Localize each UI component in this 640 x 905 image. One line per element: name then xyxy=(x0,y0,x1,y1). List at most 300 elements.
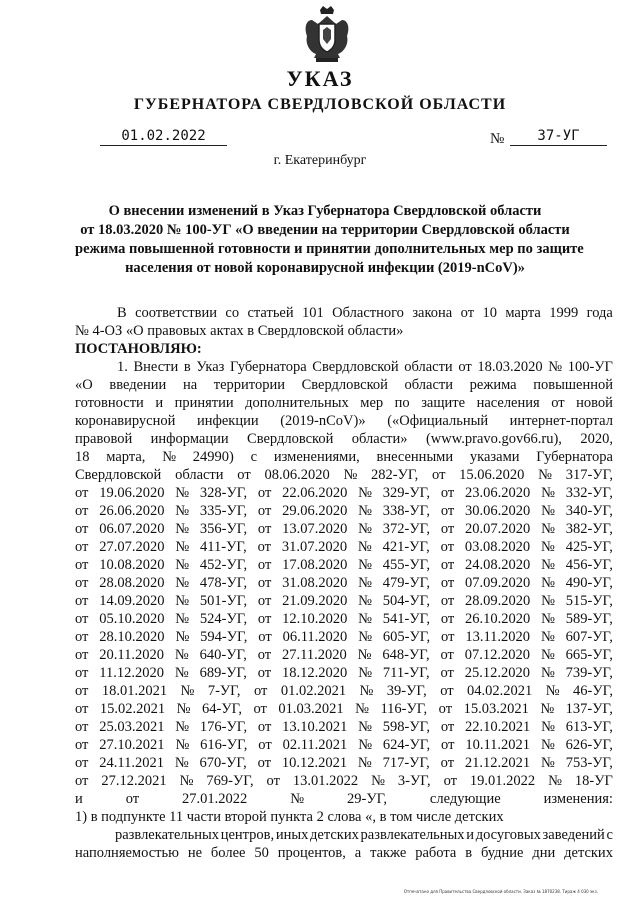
body-word: 425-УГ, xyxy=(565,539,613,555)
body-word: 28.08.2020 xyxy=(99,575,165,591)
body-word: от xyxy=(460,305,475,321)
body-word: 689-УГ, xyxy=(199,665,247,681)
body-word: от xyxy=(257,719,272,735)
body-word: повышенной xyxy=(533,377,613,393)
body-word: статьей xyxy=(247,305,294,321)
body-word: № xyxy=(180,683,195,699)
body-word: «О xyxy=(75,377,93,393)
body-word: 21.12.2021 xyxy=(464,755,531,771)
body-word: № xyxy=(358,575,372,591)
body-word: 27.12.2021 xyxy=(101,773,167,789)
body-word: № xyxy=(358,629,373,645)
body-word: от xyxy=(258,629,272,645)
body-line xyxy=(75,664,613,682)
body-word: 769-УГ, xyxy=(206,773,254,789)
body-word: № xyxy=(162,449,177,465)
body-word: от xyxy=(257,521,272,537)
body-word: внесенными xyxy=(376,449,454,465)
body-word: от xyxy=(432,467,446,483)
body-word: а xyxy=(354,845,362,861)
body-word: 25.03.2021 xyxy=(99,719,165,735)
body-line xyxy=(75,520,613,538)
body-word: № xyxy=(371,773,385,789)
body-word: 18 xyxy=(75,449,90,465)
body-word: 594-УГ, xyxy=(200,629,248,645)
body-word: 626-УГ, xyxy=(565,737,613,753)
body-word: 29.06.2020 xyxy=(282,503,348,519)
body-word: № xyxy=(355,701,369,717)
body-word: территории xyxy=(213,377,285,393)
body-line xyxy=(75,700,613,718)
body-word: коронавирусной xyxy=(75,413,176,429)
body-word: от xyxy=(440,593,455,609)
body-word: от xyxy=(257,575,272,591)
body-word: 382-УГ, xyxy=(565,521,613,537)
body-word: правовой xyxy=(75,431,133,447)
body-word: (2019-nCoV)» xyxy=(280,413,366,429)
body-word: № xyxy=(541,503,555,519)
body-word: населения xyxy=(476,395,540,411)
body-word: № xyxy=(540,701,555,717)
body-word: № xyxy=(174,755,189,771)
body-word: с xyxy=(606,827,613,843)
body-word: от xyxy=(440,575,455,591)
body-word: 04.02.2021 xyxy=(467,683,533,699)
body-word: № xyxy=(538,467,553,483)
body-word: от xyxy=(257,485,272,501)
body-word: № xyxy=(357,647,372,663)
body-word: № xyxy=(545,683,560,699)
body-line xyxy=(75,790,613,808)
body-word: 101 xyxy=(302,305,324,321)
body-word: № xyxy=(179,773,194,789)
body-word: № xyxy=(541,575,555,591)
body-line xyxy=(75,682,613,700)
body-line xyxy=(75,646,613,664)
body-word: 624-УГ, xyxy=(382,737,431,753)
body-word: 50 xyxy=(254,845,269,861)
title-line: О внесении изменений в Указ Губернатора Свердловской области xyxy=(108,203,542,219)
body-word: 598-УГ, xyxy=(382,719,431,735)
resolution-keyword xyxy=(75,340,613,358)
body-word: № xyxy=(541,611,555,627)
body-word: 13.01.2022 xyxy=(292,773,359,789)
body-word: 640-УГ, xyxy=(199,647,247,663)
body-word: 456-УГ, xyxy=(565,557,613,573)
body-word: 27.07.2020 xyxy=(99,539,165,555)
title-line: от 18.03.2020 № 100-УГ «О введении на территории Свердловской области xyxy=(80,222,570,238)
body-line xyxy=(75,736,613,754)
body-line xyxy=(75,556,613,574)
body-word: 31.07.2020 xyxy=(281,539,348,555)
body-word: 11.12.2020 xyxy=(99,665,165,681)
body-word: не xyxy=(187,845,203,861)
body-word: 100-УГ xyxy=(567,359,613,375)
body-word: от xyxy=(75,503,89,519)
body-word: 282-УГ, xyxy=(371,467,419,483)
body-line xyxy=(75,538,613,556)
body-word: указами xyxy=(469,449,520,465)
body-word: 332-УГ, xyxy=(565,485,613,501)
body-word: 64-УГ, xyxy=(202,701,242,717)
document-title xyxy=(75,202,584,278)
body-word: также xyxy=(370,845,407,861)
body-word: от xyxy=(75,701,89,717)
body-word: от xyxy=(75,629,89,645)
body-word: 02.11.2021 xyxy=(282,737,348,753)
body-word: 22.10.2021 xyxy=(465,719,531,735)
body-word: 479-УГ, xyxy=(382,575,431,591)
body-word: инфекции xyxy=(196,413,259,429)
body-word: 01.03.2021 xyxy=(278,701,344,717)
body-word: от xyxy=(75,755,89,771)
body-word: Указ xyxy=(196,359,225,375)
body-word: и xyxy=(155,395,164,411)
body-word: от xyxy=(443,773,457,789)
body-word: 06.11.2020 xyxy=(282,629,348,645)
body-word: от xyxy=(440,719,455,735)
body-word: от xyxy=(257,539,271,555)
body-word: будние xyxy=(480,845,524,861)
body-word: 19.01.2022 xyxy=(469,773,536,789)
decree-date: 01.02.2022 xyxy=(100,128,227,146)
body-word: от xyxy=(75,539,89,555)
body-word: № xyxy=(541,521,555,537)
body-word: № xyxy=(358,521,372,537)
body-line xyxy=(75,322,613,340)
body-word: Губернатора xyxy=(536,449,613,465)
body-word: Свердловской xyxy=(247,431,334,447)
body-word: от xyxy=(125,791,140,807)
body-word: 24.11.2021 xyxy=(99,755,164,771)
print-footer: Отпечатано для Правительства Свердловской области. Заказ № 1870238. Тираж 4 030 экз. xyxy=(403,889,598,894)
body-word: от xyxy=(440,539,455,555)
body-word: № xyxy=(175,557,190,573)
body-word: № xyxy=(175,737,190,753)
body-word: № xyxy=(175,485,190,501)
body-word: 753-УГ, xyxy=(565,755,613,771)
number-sign: № xyxy=(490,131,505,147)
body-word: 421-УГ, xyxy=(382,539,430,555)
body-word: 21.09.2020 xyxy=(282,593,348,609)
body-line xyxy=(75,772,613,790)
body-word: 39-УГ, xyxy=(386,683,427,699)
body-line xyxy=(75,466,613,484)
body-word: 08.06.2020 xyxy=(264,467,330,483)
body-word: 27.11.2020 xyxy=(282,647,347,663)
body-word: 25.12.2020 xyxy=(464,665,531,681)
body-word: от xyxy=(441,629,455,645)
body-word: 2020, xyxy=(580,431,613,447)
body-word: 26.06.2020 xyxy=(99,503,165,519)
body-word: 1. xyxy=(117,359,128,375)
body-word: 46-УГ, xyxy=(573,683,613,699)
body-line xyxy=(75,484,613,502)
body-line xyxy=(75,628,613,646)
body-line xyxy=(75,448,613,466)
body-word: досуговых xyxy=(475,827,541,843)
body-word: 10.11.2021 xyxy=(465,737,531,753)
body-word: 176-УГ, xyxy=(199,719,248,735)
body-word: 18.01.2021 xyxy=(101,683,168,699)
body-word: от xyxy=(440,647,454,663)
body-word: от xyxy=(75,593,89,609)
body-line xyxy=(75,844,613,862)
body-word: и xyxy=(75,791,83,807)
body-word: 03.08.2020 xyxy=(464,539,531,555)
body-word: информации xyxy=(150,431,229,447)
body-word: 27.01.2022 xyxy=(182,791,248,807)
body-word: 05.10.2020 xyxy=(99,611,165,627)
body-word: № xyxy=(175,719,190,735)
city-line: г. Екатеринбург xyxy=(273,153,367,168)
body-word: 24990) xyxy=(192,449,234,465)
body-word: наполняемостью xyxy=(75,845,179,861)
body-word: № xyxy=(357,539,372,555)
body-word: 340-УГ, xyxy=(565,503,613,519)
body-word: 20.11.2020 xyxy=(99,647,165,663)
body-word: от xyxy=(440,665,454,681)
body-line xyxy=(75,574,613,592)
body-word: 607-УГ, xyxy=(565,629,613,645)
body-word: 478-УГ, xyxy=(199,575,248,591)
body-word: 455-УГ, xyxy=(382,557,431,573)
body-word: № xyxy=(175,575,190,591)
body-word: от xyxy=(441,737,455,753)
body-word: 317-УГ, xyxy=(565,467,613,483)
body-word: 26.10.2020 xyxy=(465,611,531,627)
body-word: 18.12.2020 xyxy=(282,665,348,681)
body-word: № xyxy=(548,359,563,375)
body-word: № xyxy=(358,593,372,609)
body-word: 18-УГ xyxy=(574,773,613,789)
body-word: режима xyxy=(469,377,517,393)
body-word: от xyxy=(75,557,89,573)
body-word: № xyxy=(540,629,555,645)
body-word: 28.10.2020 xyxy=(99,629,165,645)
body-line xyxy=(75,808,613,826)
coat-of-arms-icon xyxy=(302,6,352,64)
body-word: 13.11.2020 xyxy=(465,629,531,645)
body-word: центров, xyxy=(220,827,275,843)
body-word: 24.08.2020 xyxy=(465,557,531,573)
body-word: № xyxy=(358,737,373,753)
body-word: от xyxy=(237,467,251,483)
body-line xyxy=(75,826,613,844)
decree-number: 37-УГ xyxy=(510,128,607,146)
body-word: от xyxy=(257,557,272,573)
body-word: № xyxy=(541,557,555,573)
body-word: 31.08.2020 xyxy=(282,575,348,591)
body-word: от xyxy=(75,521,89,537)
body-word: Внести xyxy=(133,359,179,375)
body-word: детских xyxy=(310,827,359,843)
body-word: работа xyxy=(415,845,457,861)
body-word: 501-УГ, xyxy=(199,593,248,609)
body-word: по xyxy=(394,395,410,411)
body-word: развлекательных xyxy=(115,827,219,843)
body-word: 613-УГ, xyxy=(565,719,613,735)
body-line xyxy=(75,502,613,520)
body-word: 739-УГ, xyxy=(565,665,613,681)
body-line xyxy=(75,430,613,448)
body-word: 605-УГ, xyxy=(382,629,431,645)
body-word: № xyxy=(358,503,372,519)
body-word: 338-УГ, xyxy=(382,503,431,519)
body-word: 14.09.2020 xyxy=(99,593,165,609)
body-word: более xyxy=(210,845,246,861)
body-word: от xyxy=(440,755,455,771)
body-word: № xyxy=(358,485,372,501)
body-word: № xyxy=(541,719,555,735)
body-word: от xyxy=(440,557,455,573)
body-line xyxy=(75,610,613,628)
body-word: от xyxy=(75,683,89,699)
body-word: № xyxy=(343,467,358,483)
body-word: № xyxy=(358,665,373,681)
body-word: № xyxy=(359,683,374,699)
document-body xyxy=(75,304,613,862)
body-word: 648-УГ, xyxy=(382,647,430,663)
body-word: № xyxy=(357,755,372,771)
body-word: 356-УГ, xyxy=(199,521,248,537)
body-word: от xyxy=(75,773,89,789)
body-word: от xyxy=(257,647,272,663)
body-word: 7-УГ, xyxy=(207,683,241,699)
body-word: от xyxy=(440,485,455,501)
body-word: принятии xyxy=(174,395,234,411)
body-word: детских xyxy=(564,845,613,861)
body-word: № xyxy=(176,701,191,717)
body-word: 616-УГ, xyxy=(200,737,248,753)
body-word: от xyxy=(440,521,455,537)
body-word: 1999 xyxy=(549,305,579,321)
body-word: Губернатора xyxy=(229,359,307,375)
body-word: 3-УГ, xyxy=(397,773,431,789)
body-word: № xyxy=(175,521,190,537)
body-word: от xyxy=(257,755,271,771)
body-word: 20.07.2020 xyxy=(465,521,531,537)
body-word: 23.06.2020 xyxy=(465,485,531,501)
body-word: Свердловской xyxy=(75,467,162,483)
body-word: 07.09.2020 xyxy=(465,575,531,591)
body-word: марта, xyxy=(106,449,146,465)
body-word: от xyxy=(258,737,272,753)
body-word: 670-УГ, xyxy=(199,755,247,771)
body-word: года xyxy=(586,305,613,321)
body-word: изменениями, xyxy=(273,449,360,465)
body-word: 10.08.2020 xyxy=(99,557,165,573)
body-word: иных xyxy=(275,827,309,843)
body-word: № xyxy=(175,503,190,519)
body-word: 452-УГ, xyxy=(199,557,248,573)
body-line-text: 1) в подпункте 11 части второй пункта 2 слова «, в том числе детских xyxy=(75,809,504,825)
body-word: № xyxy=(541,593,555,609)
body-word: № xyxy=(175,539,190,555)
body-word: 28.09.2020 xyxy=(465,593,531,609)
body-word: 328-УГ, xyxy=(199,485,248,501)
body-word: мер xyxy=(360,395,384,411)
body-word: 27.10.2021 xyxy=(99,737,165,753)
body-word: 15.03.2021 xyxy=(463,701,529,717)
title-line: населения от новой коронавирусной инфекции (2019-nCoV)» xyxy=(125,260,525,276)
body-word: от xyxy=(253,683,268,699)
body-word: № xyxy=(175,629,190,645)
body-word: 29-УГ, xyxy=(347,791,387,807)
body-word: от xyxy=(458,359,472,375)
body-word: № xyxy=(548,773,562,789)
body-word: защите xyxy=(421,395,466,411)
body-word: 329-УГ, xyxy=(382,485,431,501)
body-line xyxy=(75,358,613,376)
body-word: № xyxy=(175,611,190,627)
body-word: № xyxy=(290,791,305,807)
body-word: развлекательных xyxy=(360,827,465,843)
body-word: соответствии xyxy=(135,305,217,321)
body-word: 589-УГ, xyxy=(565,611,613,627)
body-word: от xyxy=(438,701,453,717)
body-word: 515-УГ, xyxy=(565,593,613,609)
body-word: в xyxy=(465,845,473,861)
body-word: № xyxy=(541,485,555,501)
body-word: 12.10.2020 xyxy=(282,611,348,627)
body-word: от xyxy=(440,683,454,699)
body-word: № xyxy=(174,665,189,681)
body-word: № xyxy=(540,647,555,663)
body-word: (www.pravo.gov66.ru), xyxy=(425,431,562,447)
body-word: заведений xyxy=(542,827,605,843)
body-word: № xyxy=(541,539,555,555)
body-word: от xyxy=(253,701,267,717)
body-word: следующие xyxy=(429,791,501,807)
body-word: и xyxy=(466,827,474,843)
body-word: («Официальный xyxy=(387,413,489,429)
body-word: № xyxy=(358,719,372,735)
body-word: от xyxy=(75,575,89,591)
body-word: 10.12.2021 xyxy=(281,755,348,771)
body-word: дни xyxy=(532,845,556,861)
body-line xyxy=(75,412,613,430)
body-line xyxy=(75,394,613,412)
body-word: от xyxy=(257,503,272,519)
body-word: готовности xyxy=(75,395,144,411)
body-word: 524-УГ, xyxy=(199,611,248,627)
body-word: 372-УГ, xyxy=(382,521,431,537)
body-word: 13.07.2020 xyxy=(282,521,348,537)
body-line xyxy=(75,754,613,772)
body-word: 06.07.2020 xyxy=(99,521,165,537)
body-word: 19.06.2020 xyxy=(99,485,165,501)
decree-heading: УКАЗ xyxy=(286,66,354,91)
body-word: интернет-портал xyxy=(509,413,613,429)
body-word: 490-УГ, xyxy=(565,575,613,591)
body-line xyxy=(75,592,613,610)
body-word: 711-УГ, xyxy=(382,665,430,681)
body-word: от xyxy=(551,395,565,411)
body-word: В xyxy=(117,305,127,321)
body-word: 07.12.2020 xyxy=(464,647,531,663)
body-word: на xyxy=(182,377,198,393)
title-line: режима повышенной готовности и принятии дополнительных мер по защите xyxy=(75,241,584,257)
body-word: 411-УГ, xyxy=(200,539,247,555)
body-word: от xyxy=(75,737,89,753)
body-word: 504-УГ, xyxy=(382,593,431,609)
body-word: новой xyxy=(576,395,613,411)
body-word: от xyxy=(75,665,89,681)
body-word: от xyxy=(75,719,89,735)
body-word: 541-УГ, xyxy=(382,611,431,627)
body-word: области xyxy=(175,467,224,483)
